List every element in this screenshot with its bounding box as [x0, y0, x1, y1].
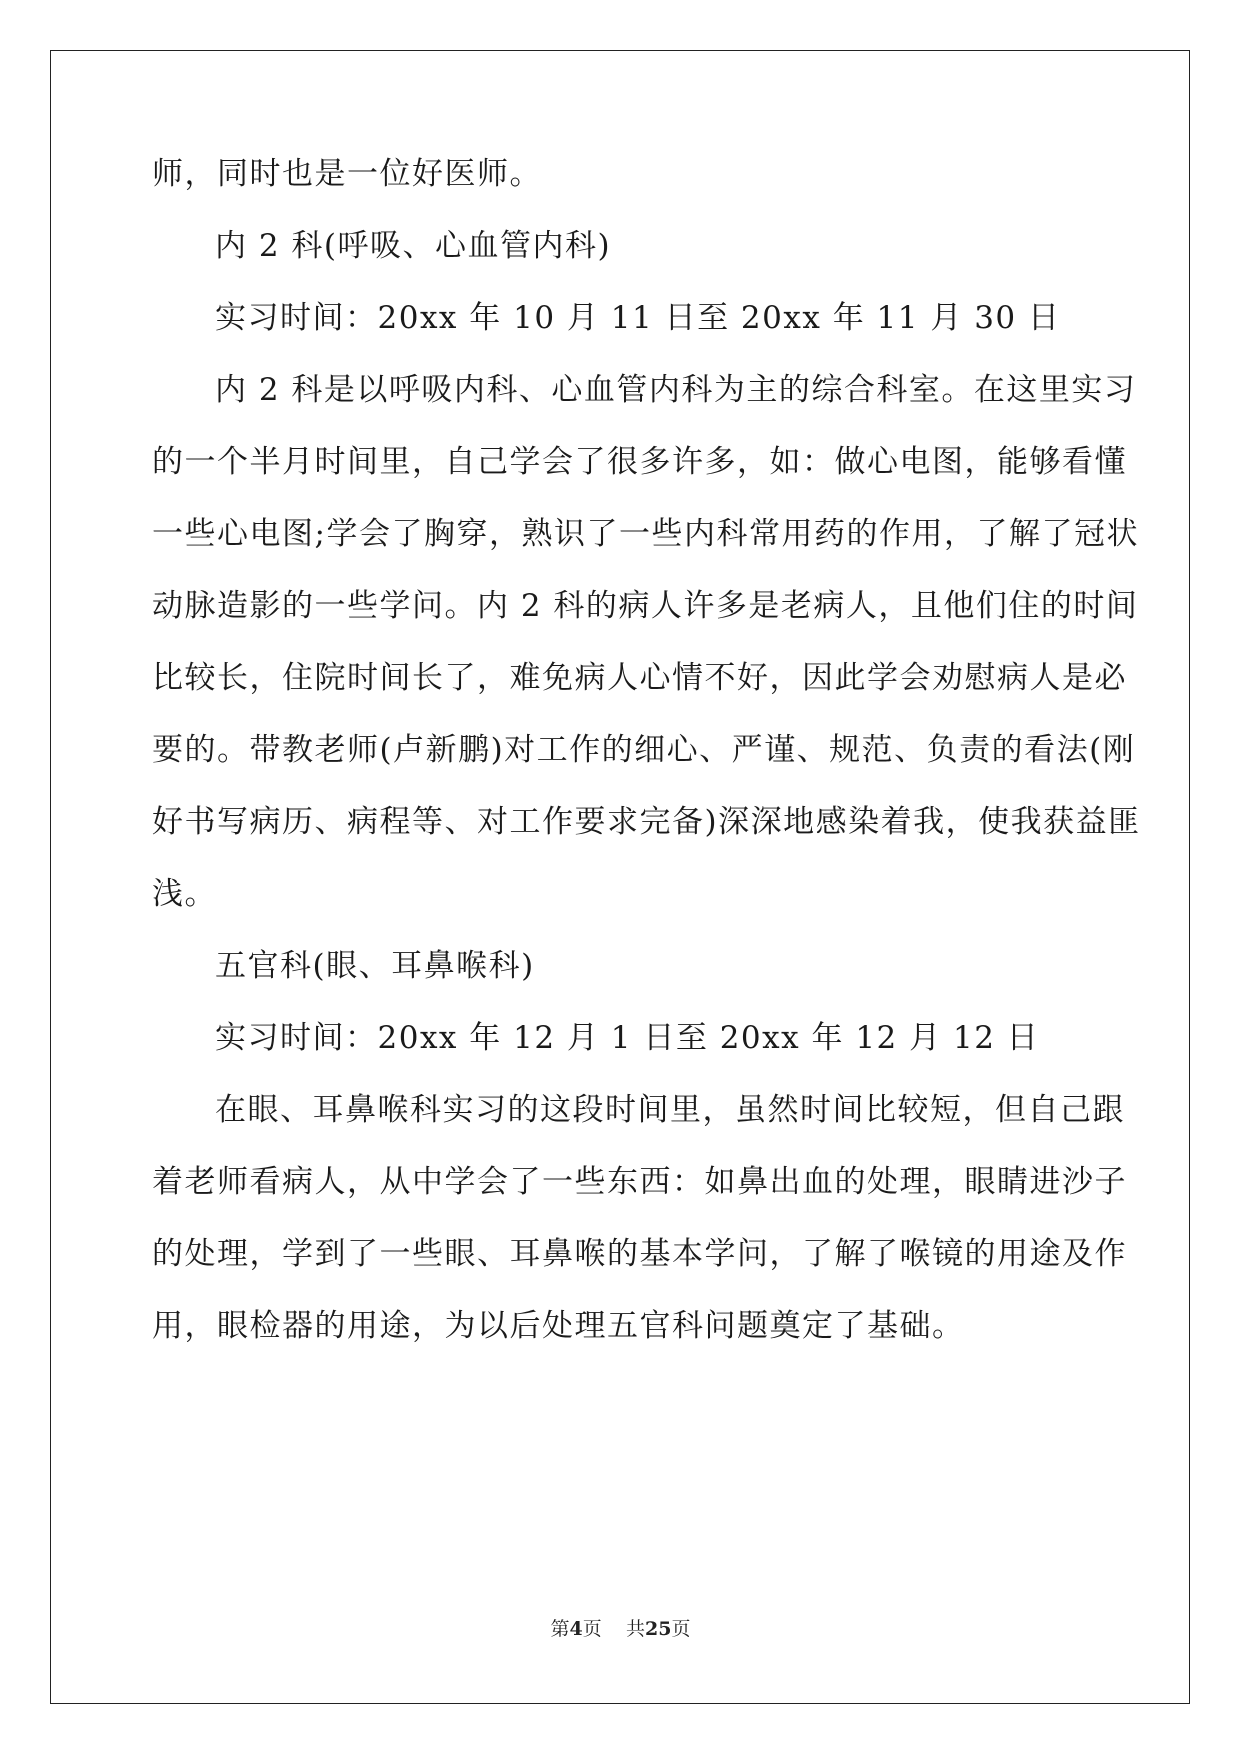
paragraph-line: 比较长，住院时间长了，难免病人心情不好，因此学会劝慰病人是必	[152, 660, 1127, 696]
paragraph-line: 动脉造影的一些学问。内 2 科的病人许多是老病人，且他们住的时间	[152, 588, 1139, 624]
paragraph-line: 在眼、耳鼻喉科实习的这段时间里，虽然时间比较短，但自己跟	[215, 1092, 1125, 1128]
total-prefix: 共	[625, 1618, 645, 1640]
internship-period: 实习时间：20xx 年 10 月 11 日至 20xx 年 11 月 30 日	[215, 300, 1061, 336]
paragraph-line: 用，眼检器的用途，为以后处理五官科问题奠定了基础。	[152, 1308, 965, 1344]
paragraph-line: 着老师看病人，从中学会了一些东西：如鼻出血的处理，眼睛进沙子	[152, 1164, 1127, 1200]
paragraph-line: 师，同时也是一位好医师。	[152, 156, 542, 192]
paragraph-line: 的一个半月时间里，自己学会了很多许多，如：做心电图，能够看懂	[152, 444, 1127, 480]
paragraph-line: 一些心电图;学会了胸穿，熟识了一些内科常用药的作用，了解了冠状	[152, 516, 1139, 552]
paragraph-line: 浅。	[152, 876, 217, 912]
paragraph-line: 的处理，学到了一些眼、耳鼻喉的基本学问，了解了喉镜的用途及作	[152, 1236, 1127, 1272]
current-page-number: 4	[569, 1618, 583, 1640]
paragraph-line: 要的。带教老师(卢新鹏)对工作的细心、严谨、规范、负责的看法(刚	[152, 732, 1136, 768]
section-heading: 内 2 科(呼吸、心血管内科)	[215, 228, 612, 264]
total-unit: 页	[671, 1618, 691, 1640]
paragraph-line: 好书写病历、病程等、对工作要求完备)深深地感染着我，使我获益匪	[152, 804, 1141, 840]
page-unit: 页	[582, 1618, 602, 1640]
page-prefix: 第	[550, 1618, 570, 1640]
section-heading: 五官科(眼、耳鼻喉科)	[215, 948, 535, 984]
page-footer	[0, 1614, 1241, 1641]
internship-period: 实习时间：20xx 年 12 月 1 日至 20xx 年 12 月 12 日	[215, 1020, 1040, 1056]
paragraph-line: 内 2 科是以呼吸内科、心血管内科为主的综合科室。在这里实习	[215, 372, 1137, 408]
total-page-count: 25	[644, 1618, 672, 1640]
